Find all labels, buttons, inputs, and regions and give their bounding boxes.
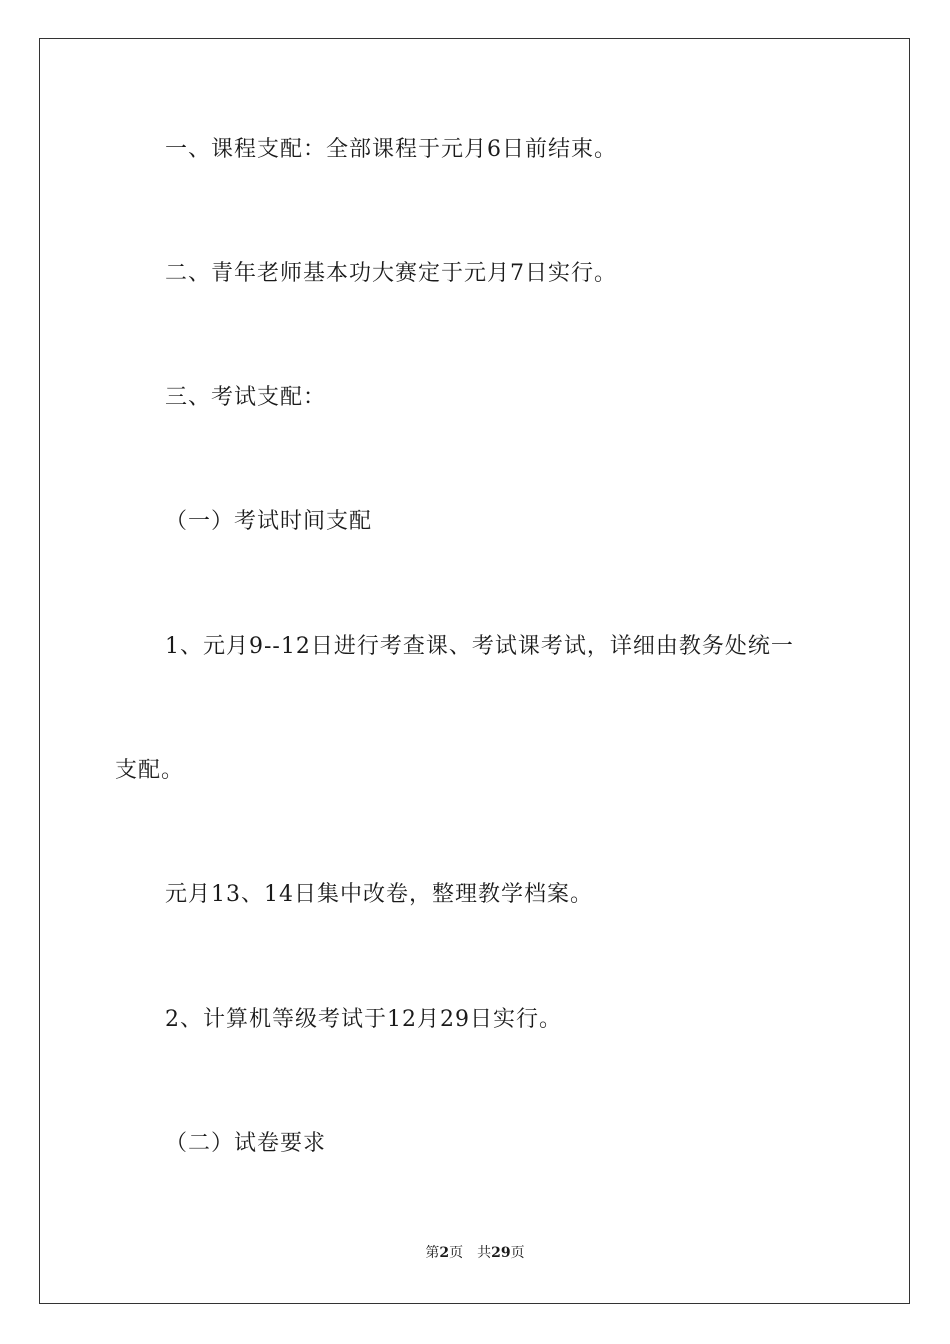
footer-page-suffix: 页 [449, 1245, 464, 1261]
footer-total-pages: 29 [491, 1245, 511, 1261]
page-border [39, 38, 910, 1304]
paragraph-exam-dates-continued: 支配。 [115, 758, 185, 783]
paragraph-teacher-contest: 二、青年老师基本功大赛定于元月7日实行。 [165, 261, 617, 286]
footer-total-suffix: 页 [510, 1245, 525, 1261]
page-footer [0, 1244, 950, 1262]
paragraph-exam-dates: 1、元月9--12日进行考查课、考试课考试，详细由教务处统一 [165, 634, 794, 659]
paragraph-exam-arrangement: 三、考试支配： [165, 385, 327, 410]
subheading-exam-time: （一）考试时间支配 [165, 509, 373, 534]
footer-page-prefix: 第 [425, 1245, 440, 1261]
footer-total-prefix: 共 [477, 1245, 492, 1261]
paragraph-computer-exam: 2、计算机等级考试于12月29日实行。 [165, 1007, 562, 1032]
paragraph-grading: 元月13、14日集中改卷，整理教学档案。 [165, 882, 593, 907]
paragraph-course-arrangement: 一、课程支配：全部课程于元月6日前结束。 [165, 137, 617, 162]
subheading-paper-requirements: （二）试卷要求 [165, 1131, 327, 1156]
footer-page-number: 2 [439, 1245, 450, 1261]
